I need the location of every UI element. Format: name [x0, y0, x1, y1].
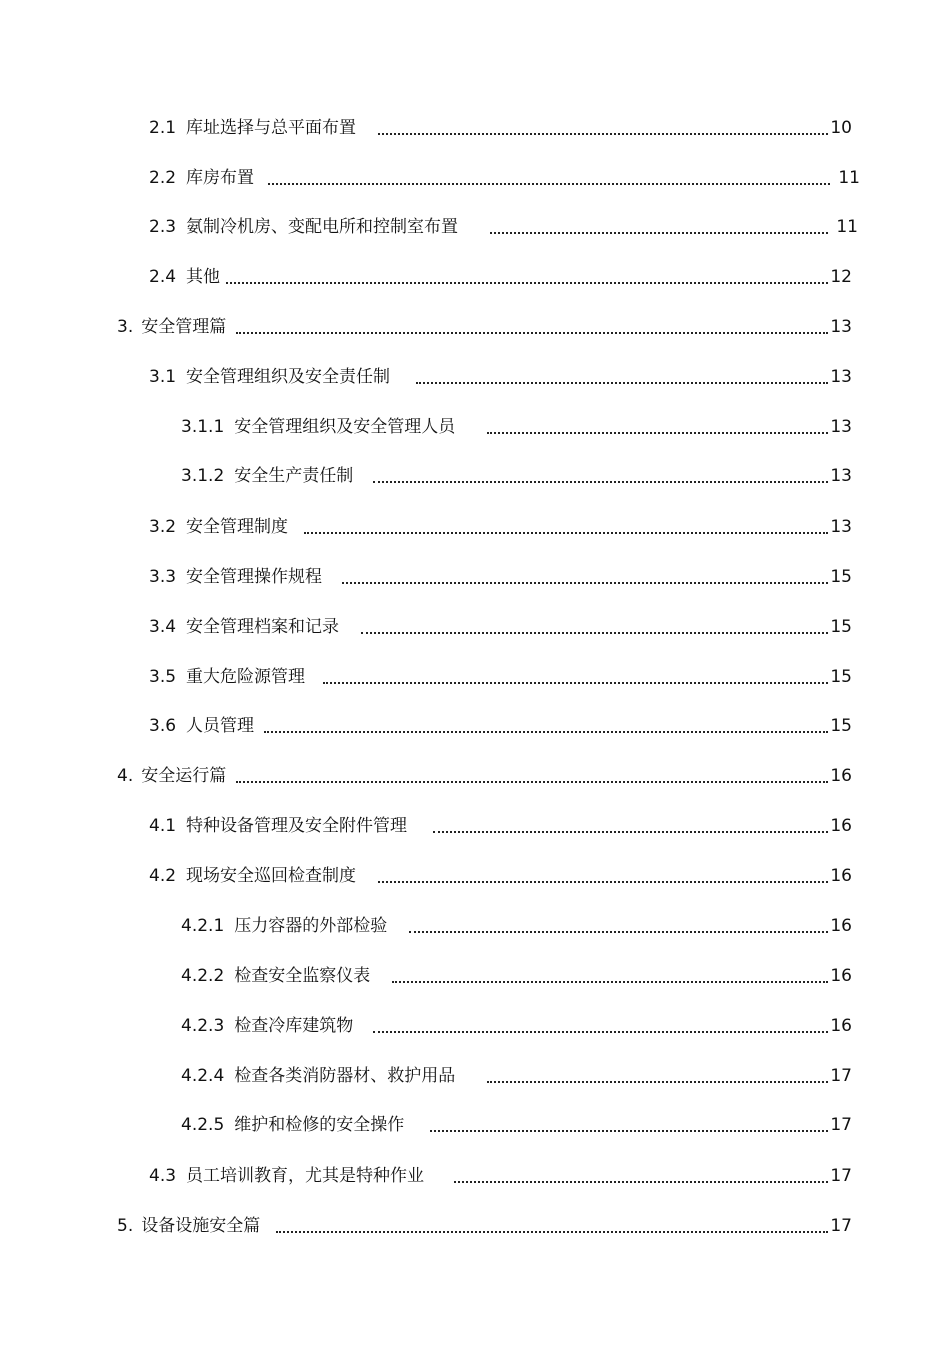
toc-entry-number: 4.: [117, 766, 134, 786]
toc-entry-title: 氨制冷机房、变配电所和控制室布置: [186, 217, 459, 237]
toc-entry-title: 特种设备管理及安全附件管理: [186, 816, 408, 836]
toc-entry-number: 3.4: [149, 617, 177, 637]
toc-entry-title: 安全管理组织及安全责任制: [186, 367, 391, 387]
toc-dot-leader: [392, 981, 828, 983]
toc-entry-number: 4.3: [149, 1166, 177, 1186]
toc-entry-title: 安全管理操作规程: [186, 567, 323, 587]
toc-entry-title: 库址选择与总平面布置: [186, 118, 357, 138]
toc-entry-page: 11: [836, 217, 858, 237]
toc-entry-title: 设备设施安全篇: [141, 1216, 261, 1236]
toc-entry-page: 17: [830, 1066, 852, 1086]
toc-entry[interactable]: [181, 1013, 852, 1039]
toc-entry[interactable]: [149, 115, 852, 141]
toc-entry[interactable]: [149, 863, 852, 889]
toc-dot-leader: [409, 931, 828, 933]
toc-entry-number: 4.2.1: [181, 916, 225, 936]
toc-entry-page: 16: [830, 916, 852, 936]
toc-entry-number: 4.2: [149, 866, 177, 886]
toc-entry-title: 安全管理档案和记录: [186, 617, 340, 637]
toc-entry[interactable]: [117, 1213, 852, 1239]
toc-entry-title: 检查冷库建筑物: [234, 1016, 354, 1036]
toc-entry[interactable]: [149, 514, 852, 540]
toc-entry-page: 10: [830, 118, 852, 138]
toc-entry[interactable]: [149, 713, 852, 739]
toc-dot-leader: [304, 532, 828, 534]
toc-dot-leader: [433, 831, 828, 833]
toc-entry-number: 4.1: [149, 816, 177, 836]
toc-entry-page: 16: [830, 1016, 852, 1036]
toc-dot-leader: [416, 382, 828, 384]
toc-entry-page: 13: [830, 367, 852, 387]
toc-dot-leader: [373, 1031, 828, 1033]
toc-entry-page: 13: [830, 517, 852, 537]
toc-entry-number: 3.1: [149, 367, 177, 387]
toc-entry[interactable]: [181, 963, 852, 989]
toc-entry-number: 3.3: [149, 567, 177, 587]
toc-entry-page: 16: [830, 766, 852, 786]
toc-entry-title: 现场安全巡回检查制度: [186, 866, 357, 886]
toc-dot-leader: [430, 1130, 828, 1132]
toc-dot-leader: [236, 781, 828, 783]
toc-dot-leader: [361, 632, 828, 634]
toc-dot-leader: [454, 1181, 828, 1183]
toc-dot-leader: [373, 481, 828, 483]
toc-entry-page: 13: [830, 317, 852, 337]
toc-entry[interactable]: [149, 564, 852, 590]
toc-entry-page: 16: [830, 966, 852, 986]
toc-entry-number: 3.2: [149, 517, 177, 537]
toc-entry-page: 11: [838, 168, 860, 188]
toc-entry-page: 17: [830, 1166, 852, 1186]
toc-entry-title: 压力容器的外部检验: [234, 916, 388, 936]
toc-entry-page: 16: [830, 816, 852, 836]
toc-entry-title: 检查各类消防器材、救护用品: [234, 1066, 456, 1086]
toc-entry[interactable]: [149, 664, 852, 690]
toc-entry-title: 其他: [186, 267, 221, 287]
toc-entry-number: 3.: [117, 317, 134, 337]
toc-entry-number: 2.2: [149, 168, 177, 188]
toc-entry-title: 安全运行篇: [141, 766, 227, 786]
toc-entry-page: 15: [830, 667, 852, 687]
toc-entry-number: 3.5: [149, 667, 177, 687]
toc-dot-leader: [236, 332, 828, 334]
toc-entry-page: 12: [830, 267, 852, 287]
toc-dot-leader: [342, 582, 828, 584]
toc-entry[interactable]: [181, 913, 852, 939]
toc-entry-title: 安全生产责任制: [234, 466, 354, 486]
toc-entry-page: 15: [830, 567, 852, 587]
toc-entry[interactable]: [149, 264, 852, 290]
toc-entry-number: 2.4: [149, 267, 177, 287]
toc-entry[interactable]: [149, 614, 852, 640]
toc-entry[interactable]: [149, 813, 852, 839]
toc-dot-leader: [276, 1231, 828, 1233]
toc-dot-leader: [264, 731, 828, 733]
toc-entry-page: 13: [830, 417, 852, 437]
toc-entry-title: 安全管理制度: [186, 517, 289, 537]
toc-entry-number: 2.1: [149, 118, 177, 138]
toc-entry-title: 安全管理组织及安全管理人员: [234, 417, 456, 437]
toc-entry[interactable]: [181, 1112, 852, 1138]
toc-entry-title: 人员管理: [186, 716, 255, 736]
toc-entry-title: 检查安全监察仪表: [234, 966, 371, 986]
toc-entry-number: 2.3: [149, 217, 177, 237]
toc-dot-leader: [487, 1081, 828, 1083]
toc-entry-title: 员工培训教育，尤其是特种作业: [186, 1166, 425, 1186]
toc-entry[interactable]: [117, 763, 852, 789]
toc-entry[interactable]: [149, 214, 858, 240]
toc-dot-leader: [226, 282, 828, 284]
toc-entry[interactable]: [181, 1063, 852, 1089]
toc-entry-number: 3.1.1: [181, 417, 225, 437]
toc-entry-number: 4.2.3: [181, 1016, 225, 1036]
toc-entry-page: 15: [830, 617, 852, 637]
toc-entry-number: 5.: [117, 1216, 134, 1236]
toc-entry-page: 17: [830, 1216, 852, 1236]
toc-entry-page: 17: [830, 1115, 852, 1135]
toc-entry-number: 4.2.4: [181, 1066, 225, 1086]
toc-entry[interactable]: [181, 414, 852, 440]
toc-entry[interactable]: [181, 463, 852, 489]
toc-dot-leader: [323, 682, 828, 684]
toc-entry-number: 4.2.2: [181, 966, 225, 986]
toc-dot-leader: [487, 432, 828, 434]
toc-entry-title: 安全管理篇: [141, 317, 227, 337]
toc-dot-leader: [378, 133, 828, 135]
toc-entry-page: 15: [830, 716, 852, 736]
toc-dot-leader: [490, 232, 828, 234]
toc-dot-leader: [268, 183, 830, 185]
toc-dot-leader: [378, 881, 828, 883]
toc-entry[interactable]: [149, 364, 852, 390]
toc-entry-title: 库房布置: [186, 168, 255, 188]
toc-entry[interactable]: [149, 165, 860, 191]
toc-entry-page: 13: [830, 466, 852, 486]
toc-entry-number: 3.6: [149, 716, 177, 736]
toc-entry-number: 3.1.2: [181, 466, 225, 486]
toc-entry[interactable]: [149, 1163, 852, 1189]
toc-entry[interactable]: [117, 314, 852, 340]
toc-entry-title: 重大危险源管理: [186, 667, 306, 687]
toc-entry-number: 4.2.5: [181, 1115, 225, 1135]
toc-entry-page: 16: [830, 866, 852, 886]
toc-entry-title: 维护和检修的安全操作: [234, 1115, 405, 1135]
